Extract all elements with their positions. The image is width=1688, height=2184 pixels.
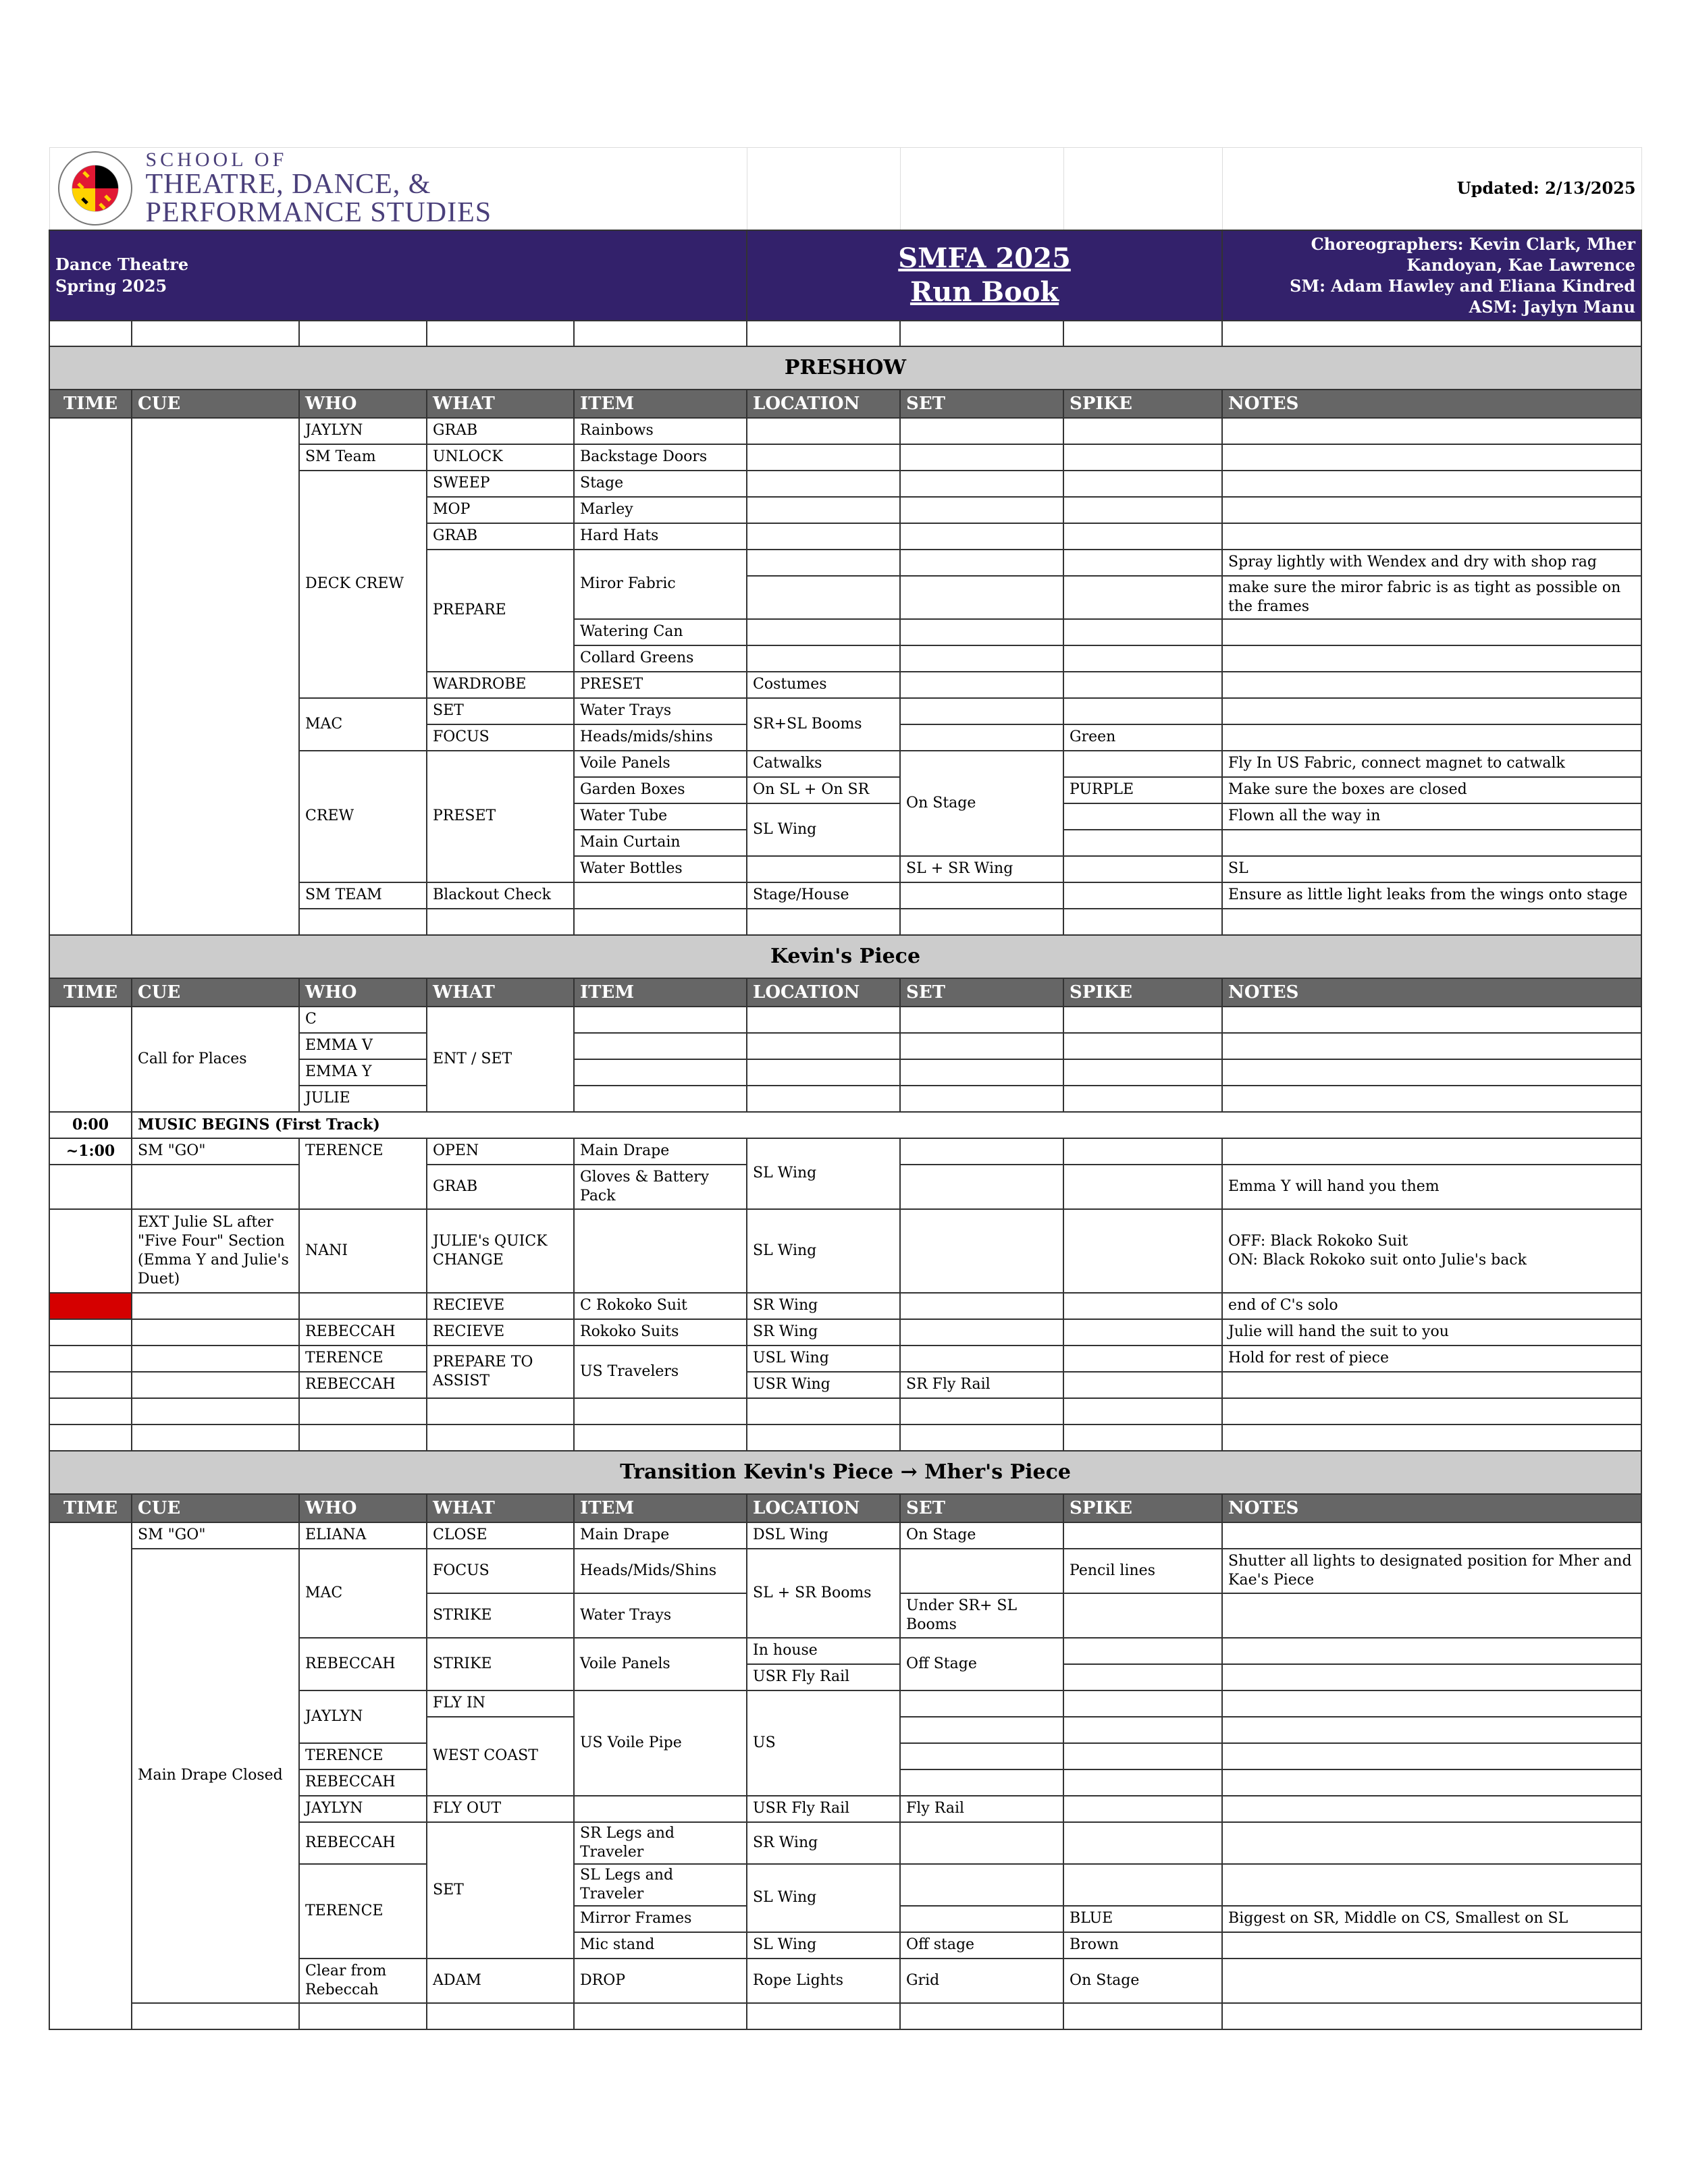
section-title-transition: Transition Kevin's Piece → Mher's Piece	[49, 1451, 1641, 1494]
table-row: EMMA Y	[49, 1059, 1641, 1086]
column-header-row: TIME CUE WHO WHAT ITEM LOCATION SET SPIKE NOTES	[49, 978, 1641, 1007]
table-row: Watering Can	[49, 619, 1641, 645]
table-row: SM "GO" ELIANA CLOSE Main Drape DSL Wing On Stage	[49, 1522, 1641, 1549]
table-row: make sure the miror fabric is as tight as possible on the frames	[49, 576, 1641, 619]
table-row: DECK CREW SWEEP Stage	[49, 471, 1641, 497]
table-row: CREW PRESET Voile Panels Catwalks On Stage Fly In US Fabric, connect magnet to catwalk	[49, 751, 1641, 777]
logo-line-2: THEATRE, DANCE, &	[145, 169, 431, 201]
column-header-row: TIME CUE WHO WHAT ITEM LOCATION SET SPIKE NOTES	[49, 1494, 1641, 1522]
table-row: WARDROBE PRESET Costumes	[49, 672, 1641, 698]
table-row: WEST COAST	[49, 1717, 1641, 1743]
banner-left: Dance Theatre Spring 2025	[49, 230, 747, 321]
table-row: SM Team UNLOCK Backstage Doors	[49, 444, 1641, 471]
column-header-row: TIME CUE WHO WHAT ITEM LOCATION SET SPIKE NOTES	[49, 390, 1641, 418]
table-row: TERENCE PREPARE TO ASSIST US Travelers USL Wing Hold for rest of piece	[49, 1346, 1641, 1372]
table-row: Collard Greens	[49, 645, 1641, 672]
table-row: TERENCE	[49, 1743, 1641, 1769]
table-row: Mic stand SL Wing Off stage Brown	[49, 1932, 1641, 1959]
table-row: JAYLYN FLY IN US Voile Pipe US	[49, 1690, 1641, 1717]
table-row: FOCUS Heads/mids/shins Green	[49, 724, 1641, 751]
table-row: Water Tube SL Wing Flown all the way in	[49, 803, 1641, 830]
table-row: GRAB Gloves & Battery Pack Emma Y will hand you them	[49, 1165, 1641, 1209]
table-row: MAC SET Water Trays SR+SL Booms	[49, 698, 1641, 724]
table-row: REBECCAH SET SR Legs and Traveler SR Wing	[49, 1822, 1641, 1864]
table-row: REBECCAH RECIEVE Rokoko Suits SR Wing Julie will hand the suit to you	[49, 1319, 1641, 1346]
table-row: USR Fly Rail	[49, 1664, 1641, 1690]
table-row: REBECCAH	[49, 1769, 1641, 1796]
banner-title: SMFA 2025 Run Book	[747, 230, 1222, 321]
table-row: RECIEVE C Rokoko Suit SR Wing end of C's solo	[49, 1293, 1641, 1319]
logo-line-3: PERFORMANCE STUDIES	[145, 197, 492, 229]
updated-date: Updated: 2/13/2025	[1222, 148, 1641, 230]
table-row: STRIKE Water Trays Under SR+ SL Booms	[49, 1593, 1641, 1638]
table-row: EXT Julie SL after "Five Four" Section (Emma Y and Julie's Duet) NANI JULIE's QUICK CHANGE SL Wing OFF: Black Rokoko Suit ON: Black Rokoko suit onto Julie's back	[49, 1209, 1641, 1293]
umd-seal-icon	[51, 149, 139, 228]
table-row: Water Bottles SL + SR Wing SL	[49, 856, 1641, 882]
table-row: Garden Boxes On SL + On SR PURPLE Make sure the boxes are closed	[49, 777, 1641, 803]
table-row: Mirror Frames BLUE Biggest on SR, Middle on CS, Smallest on SL	[49, 1906, 1641, 1932]
cue-clear-from-rebeccah: Clear from Rebeccah	[299, 1959, 427, 2003]
red-flag-cell	[49, 1293, 132, 1319]
table-row: Call for Places C ENT / SET	[49, 1007, 1641, 1033]
table-row: PREPARE Miror Fabric Spray lightly with Wendex and dry with shop rag	[49, 550, 1641, 576]
table-row: JAYLYN FLY OUT USR Fly Rail Fly Rail	[49, 1796, 1641, 1822]
table-row: Main Drape Closed MAC FOCUS Heads/Mids/Shins SL + SR Booms Pencil lines Shutter all lights to designated position for Mher and Kae's Piece	[49, 1549, 1641, 1593]
table-row: JAYLYN GRAB Rainbows	[49, 418, 1641, 444]
table-row: GRAB Hard Hats	[49, 523, 1641, 550]
table-row: Clear from Rebeccah ADAM DROP Rope Lights Grid On Stage	[49, 1959, 1641, 2003]
table-row: Main Curtain	[49, 830, 1641, 856]
logo	[49, 148, 747, 230]
run-book-sheet	[49, 147, 1641, 2030]
table-row: MOP Marley	[49, 497, 1641, 523]
table-row: ~1:00 SM "GO" TERENCE OPEN Main Drape SL Wing	[49, 1138, 1641, 1165]
table-row: REBECCAH STRIKE Voile Panels In house Off Stage	[49, 1638, 1641, 1664]
table-row: 0:00 MUSIC BEGINS (First Track)	[49, 1112, 1641, 1138]
table-row: TERENCE SL Legs and Traveler SL Wing	[49, 1864, 1641, 1906]
table-row: REBECCAH USR Wing SR Fly Rail	[49, 1372, 1641, 1398]
table-row: JULIE	[49, 1086, 1641, 1112]
logo-line-1: SCHOOL OF	[145, 149, 288, 171]
table-row: EMMA V	[49, 1033, 1641, 1059]
run-book-table	[49, 147, 1642, 2030]
table-row: SM TEAM Blackout Check Stage/House Ensure as little light leaks from the wings onto stage	[49, 882, 1641, 909]
section-title-kevin: Kevin's Piece	[49, 935, 1641, 978]
banner-credits: Choreographers: Kevin Clark, Mher Kandoyan, Kae Lawrence SM: Adam Hawley and Eliana Kindred ASM: Jaylyn Manu	[1222, 230, 1641, 321]
section-title-preshow: PRESHOW	[49, 346, 1641, 390]
